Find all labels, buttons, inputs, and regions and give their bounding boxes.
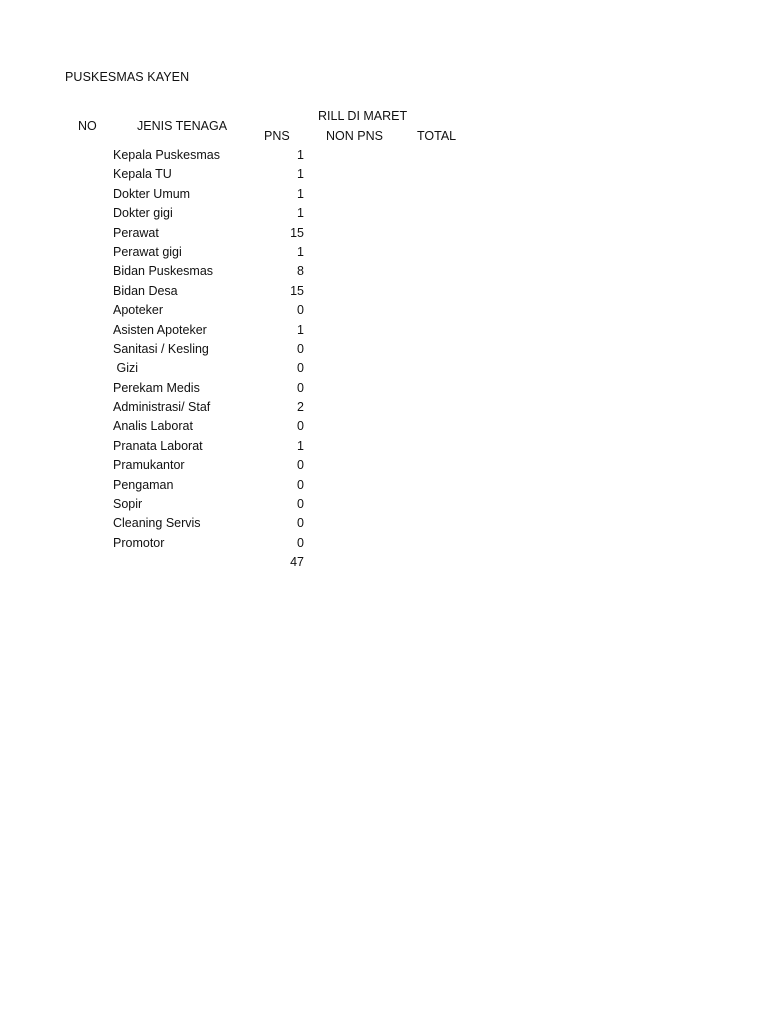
table-row [0, 282, 768, 301]
staff-type-label: Perawat [113, 225, 159, 240]
pns-count: 1 [297, 322, 304, 337]
pns-count: 0 [297, 361, 304, 376]
pns-count: 2 [297, 400, 304, 415]
table-row [0, 359, 768, 378]
pns-count: 1 [297, 148, 304, 162]
staff-table-body [0, 146, 768, 553]
staff-type-label: Sanitasi / Kesling [113, 341, 209, 356]
staff-type-label: Cleaning Servis [113, 516, 201, 531]
pns-count: 1 [297, 186, 304, 201]
staff-type-label: Perekam Medis [113, 380, 200, 395]
pns-count: 0 [297, 419, 304, 434]
staff-type-label: Kepala TU [113, 167, 172, 182]
pns-count: 0 [297, 535, 304, 550]
table-row [0, 165, 768, 184]
staff-type-label: Apoteker [113, 303, 164, 318]
table-row [0, 534, 768, 553]
pns-count: 8 [297, 264, 304, 279]
staff-type-label: Kepala Puskesmas [113, 148, 221, 162]
column-header-pns: PNS [264, 129, 290, 143]
table-row [0, 514, 768, 533]
staff-type-label: Analis Laborat [113, 419, 193, 434]
staff-type-label: Bidan Desa [113, 283, 178, 298]
pns-count: 15 [290, 283, 304, 298]
table-row [0, 379, 768, 398]
table-row [0, 146, 768, 165]
document-title: PUSKESMAS KAYEN [65, 70, 190, 84]
staff-type-label: Promotor [113, 535, 165, 550]
pns-count: 1 [297, 244, 304, 259]
pns-count: 0 [297, 380, 304, 395]
pns-count: 0 [297, 458, 304, 473]
staff-type-label: Administrasi/ Staf [113, 400, 211, 415]
pns-count: 0 [297, 477, 304, 492]
staff-type-label: Pramukantor [113, 458, 185, 473]
staff-type-label: Dokter Umum [113, 186, 191, 201]
column-header-non-pns: NON PNS [326, 129, 383, 143]
staff-type-label: Pengaman [113, 477, 174, 492]
column-header-jenis-tenaga: JENIS TENAGA [137, 119, 228, 133]
pns-count: 1 [297, 206, 304, 221]
table-row [0, 262, 768, 281]
table-row [0, 301, 768, 320]
table-row [0, 456, 768, 475]
table-row [0, 437, 768, 456]
pns-count: 0 [297, 497, 304, 512]
pns-count: 1 [297, 167, 304, 182]
table-row [0, 417, 768, 436]
column-group-header-rill-di-maret: RILL DI MARET [318, 109, 408, 123]
table-row [0, 340, 768, 359]
pns-count: 15 [290, 225, 304, 240]
staff-type-label: Perawat gigi [113, 244, 182, 259]
staff-type-label: Pranata Laborat [113, 438, 203, 453]
staff-type-label: Asisten Apoteker [113, 322, 207, 337]
pns-count: 0 [297, 341, 304, 356]
table-row [0, 495, 768, 514]
table-row [0, 476, 768, 495]
column-header-total: TOTAL [417, 129, 457, 143]
table-row [0, 185, 768, 204]
table-row [0, 243, 768, 262]
table-row [0, 204, 768, 223]
table-row [0, 398, 768, 417]
total-pns-value: 47 [290, 555, 304, 569]
table-row [0, 321, 768, 340]
staff-type-label: Sopir [113, 497, 143, 512]
pns-count: 0 [297, 303, 304, 318]
pns-count: 1 [297, 438, 304, 453]
column-header-no: NO [78, 119, 97, 133]
pns-count: 0 [297, 516, 304, 531]
staff-type-label: Bidan Puskesmas [113, 264, 214, 279]
staff-type-label: Dokter gigi [113, 206, 173, 221]
staff-type-label: Gizi [113, 361, 138, 376]
table-row [0, 224, 768, 243]
